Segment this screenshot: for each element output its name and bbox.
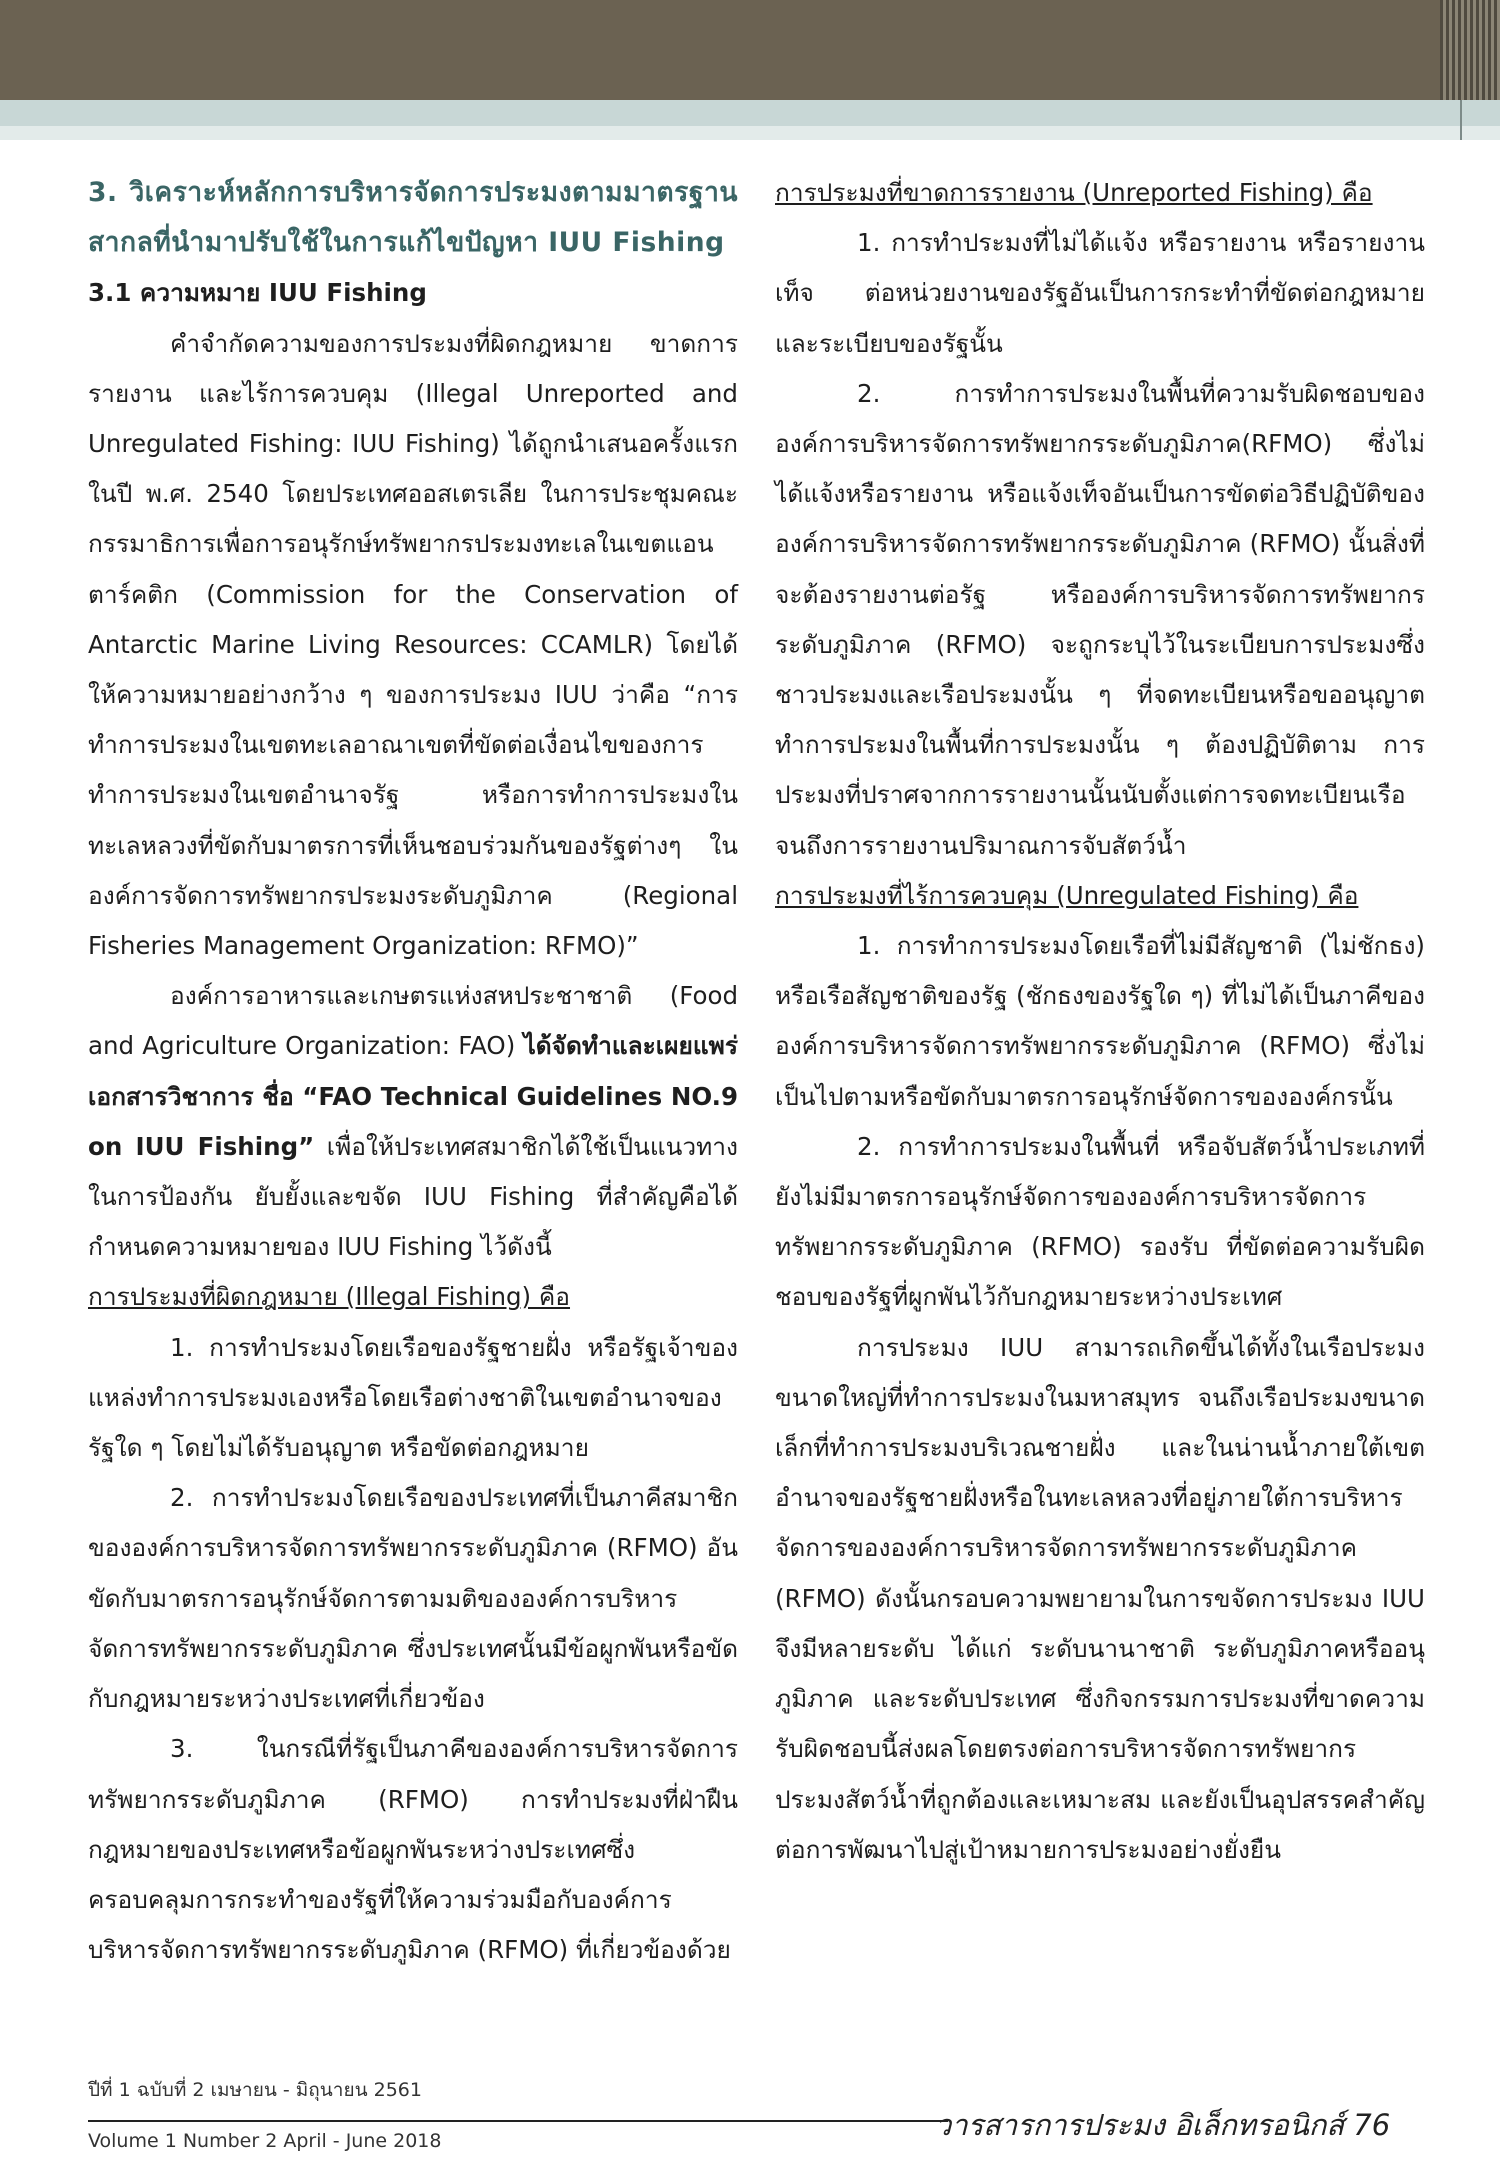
paragraph-definition: คำจำกัดความของการประมงที่ผิดกฎหมาย ขาดการรายงาน และไร้การควบคุม (Illegal Unreported and Unregulated Fishing: IUU Fishing) ได้ถูกนำเสนอครั้งแรกในปี พ.ศ. 2540 โดยประเทศออสเตรเลีย ในการประชุมคณะกรรมาธิการเพื่อการอนุรักษ์ทรัพยากรประมงทะเลในเขตแอนตาร์คติก (Commission for the Conservation of Antarctic Marine Living Resources: CCAMLR) โดยได้ให้ความหมายอย่างกว้าง ๆ ของการประมง IUU ว่าคือ “การทำการประมงในเขตทะเลอาณาเขตที่ขัดต่อเงื่อนไขของการทำการประมงในเขตอำนาจรัฐ หรือการทำการประมงในทะเลหลวงที่ขัดกับมาตรการที่เห็นชอบร่วมกันของรัฐต่างๆ ในองค์การจัดการทรัพยากรประมงระดับภูมิภาค (Regional Fisheries Management Organization: RFMO)” xyxy=(88,328,738,961)
illegal-item-2: 2. การทำประมงโดยเรือของประเทศที่เป็นภาคีสมาชิกขององค์การบริหารจัดการทรัพยากรระดับภูมิภาค (RFMO) อันขัดกับมาตรการอนุรักษ์จัดการตามมติขององค์การบริหารจัดการทรัพยากรระดับภูมิภาค ซึ่งประเทศนั้นมีข้อผูกพันหรือขัดกับกฎหมายระหว่างประเทศที่เกี่ยวข้อง xyxy=(88,1483,738,1714)
footer-rule xyxy=(88,2120,948,2122)
header-light-band xyxy=(0,126,1500,140)
illegal-fishing-heading: การประมงที่ผิดกฎหมาย (Illegal Fishing) คือ xyxy=(88,1282,571,1312)
header-divider xyxy=(1460,100,1462,140)
paragraph-fao xyxy=(88,971,738,1272)
unreported-item-1: 1. การทำประมงที่ไม่ได้แจ้ง หรือรายงาน หรือรายงานเท็จ ต่อหน่วยงานของรัฐอันเป็นการกระทำที่ขัดต่อกฎหมาย และระเบียบของรัฐนั้น xyxy=(775,228,1425,358)
illegal-item-1: 1. การทำประมงโดยเรือของรัฐชายฝั่ง หรือรัฐเจ้าของแหล่งทำการประมงเองหรือโดยเรือต่างชาติในเขตอำนาจของรัฐใด ๆ โดยไม่ได้รับอนุญาต หรือขัดต่อกฎหมาย xyxy=(88,1332,738,1463)
footer-issue-english: Volume 1 Number 2 April - June 2018 xyxy=(88,2130,442,2152)
closing-paragraph: การประมง IUU สามารถเกิดขึ้นได้ทั้งในเรือประมงขนาดใหญ่ที่ทำการประมงในมหาสมุทร จนถึงเรือประมงขนาดเล็กที่ทำการประมงบริเวณชายฝั่ง และในน่านน้ำภายใต้เขตอำนาจของรัฐชายฝั่งหรือในทะเลหลวงที่อยู่ภายใต้การบริหารจัดการขององค์การบริหารจัดการทรัพยากรระดับภูมิภาค (RFMO) ดังนั้นกรอบความพยายามในการขจัดการประมง IUU จึงมีหลายระดับ ได้แก่ ระดับนานาชาติ ระดับภูมิภาคหรืออนุภูมิภาค และระดับประเทศ ซึ่งกิจกรรมการประมงที่ขาดความรับผิดชอบนี้ส่งผลโดยตรงต่อการบริหารจัดการทรัพยากรประมงสัตว์น้ำที่ถูกต้องและเหมาะสม และยังเป็นอุปสรรคสำคัญต่อการพัฒนาไปสู่เป้าหมายการประมงอย่างยั่งยืน xyxy=(775,1332,1425,1864)
unregulated-fishing-heading: การประมงที่ไร้การควบคุม (Unregulated Fishing) คือ xyxy=(775,880,1359,910)
left-column xyxy=(88,168,738,1975)
illegal-item-3: 3. ในกรณีที่รัฐเป็นภาคีขององค์การบริหารจัดการทรัพยากรระดับภูมิภาค (RFMO) การทำประมงที่ฝ่าฝืนกฎหมายของประเทศหรือข้อผูกพันระหว่างประเทศซึ่งครอบคลุมการกระทำของรัฐที่ให้ความร่วมมือกับองค์การบริหารจัดการทรัพยากรระดับภูมิภาค (RFMO) ที่เกี่ยวข้องด้วย xyxy=(88,1734,738,1965)
header-band xyxy=(0,0,1500,100)
unregulated-item-1: 1. การทำการประมงโดยเรือที่ไม่มีสัญชาติ (ไม่ชักธง) หรือเรือสัญชาติของรัฐ (ชักธงของรัฐใด ๆ) ที่ไม่ได้เป็นภาคีขององค์การบริหารจัดการทรัพยากรระดับภูมิภาค (RFMO) ซึ่งไม่เป็นไปตามหรือขัดกับมาตรการอนุรักษ์จัดการขององค์กรนั้น xyxy=(775,931,1425,1111)
footer-journal-page: วารสารการประมง อิเล็กทรอนิกส์ 76 xyxy=(935,2108,1391,2142)
header-teal-band xyxy=(0,100,1500,126)
fao-text-bold: ได้จัดทำและเผยแพร่เอกสารวิชาการ ชื่อ “FAO Technical Guidelines NO.9 on IUU Fishing” xyxy=(88,1031,738,1161)
fao-text-end: เพื่อให้ประเทศสมาชิกได้ใช้เป็นแนวทางในการป้องกัน ยับยั้งและขจัด IUU Fishing ที่สำคัญคือได้กำหนดความหมายของ IUU Fishing ไว้ดังนี้ xyxy=(88,1131,738,1262)
subsection-title: 3.1 ความหมาย IUU Fishing xyxy=(88,278,427,308)
unreported-item-2: 2. การทำการประมงในพื้นที่ความรับผิดชอบขององค์การบริหารจัดการทรัพยากรระดับภูมิภาค(RFMO) ซึ่งไม่ได้แจ้งหรือรายงาน หรือแจ้งเท็จอันเป็นการขัดต่อวิธีปฏิบัติขององค์การบริหารจัดการทรัพยากรระดับภูมิภาค (RFMO) นั้นสิ่งที่จะต้องรายงานต่อรัฐ หรือองค์การบริหารจัดการทรัพยากรระดับภูมิภาค (RFMO) จะถูกระบุไว้ในระเบียบการประมงซึ่ง ชาวประมงและเรือประมงนั้น ๆ ที่จดทะเบียนหรือขออนุญาตทำการประมงในพื้นที่การประมงนั้น ๆ ต้องปฏิบัติตาม การประมงที่ปราศจากการรายงานนั้นนับตั้งแต่การจดทะเบียนเรือจนถึงการรายงานปริมาณการจับสัตว์น้ำ xyxy=(775,378,1425,860)
right-column xyxy=(775,168,1425,1875)
header-accent-stripes xyxy=(1440,0,1500,100)
section-title: 3. วิเคราะห์หลักการบริหารจัดการประมงตามมาตรฐานสากลที่นำมาปรับใช้ในการแก้ไขปัญหา IUU Fishing xyxy=(88,177,738,259)
fao-text-start: องค์การอาหารและเกษตรแห่งสหประชาชาติ (Food and Agriculture Organization: FAO) xyxy=(88,981,738,1061)
unreported-fishing-heading: การประมงที่ขาดการรายงาน (Unreported Fishing) คือ xyxy=(775,178,1373,207)
unregulated-item-2: 2. การทำการประมงในพื้นที่ หรือจับสัตว์น้ำประเภทที่ยังไม่มีมาตรการอนุรักษ์จัดการขององค์การบริหารจัดการทรัพยากรระดับภูมิภาค (RFMO) รองรับ ที่ขัดต่อความรับผิดชอบของรัฐที่ผูกพันไว้กับกฎหมายระหว่างประเทศ xyxy=(775,1131,1425,1312)
footer-issue-thai: ปีที่ 1 ฉบับที่ 2 เมษายน - มิถุนายน 2561 xyxy=(88,2079,422,2101)
